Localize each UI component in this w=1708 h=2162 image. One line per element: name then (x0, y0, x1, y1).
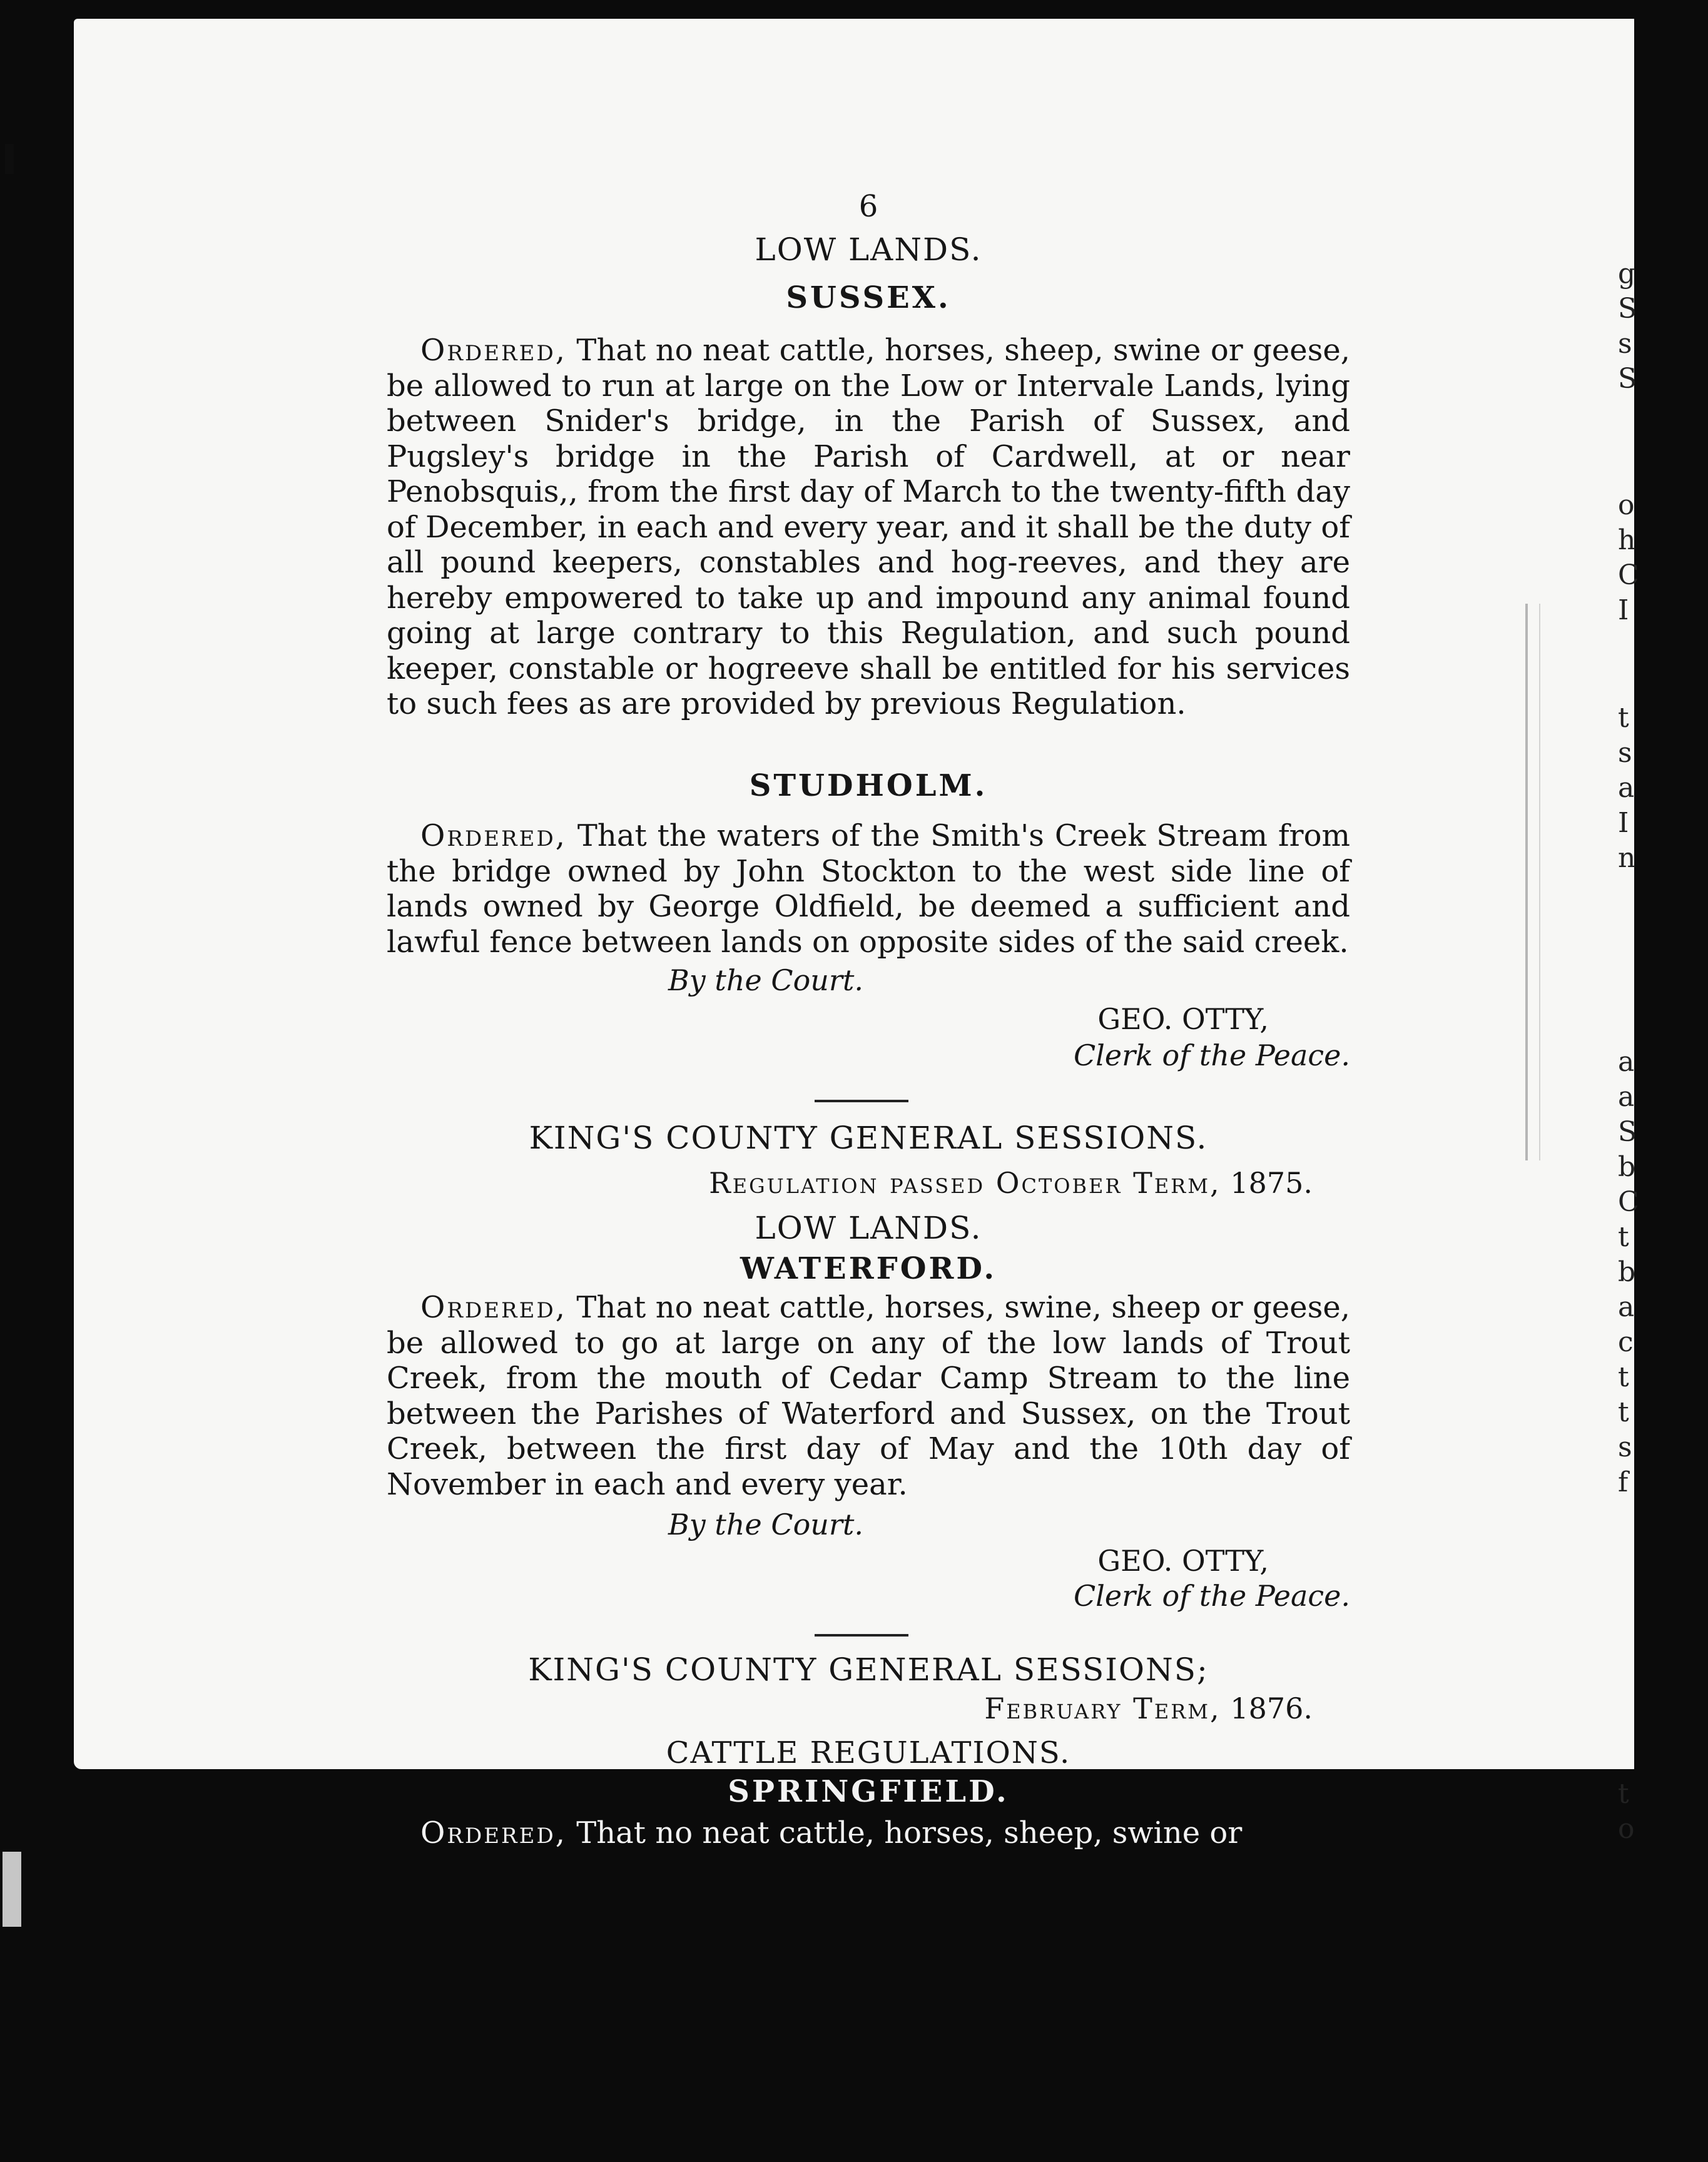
section-heading-low-lands: LOW LANDS. (755, 231, 982, 268)
paragraph-springfield (387, 1815, 1350, 1851)
by-the-court: By the Court. (668, 963, 863, 997)
subheading-springfield: SPRINGFIELD. (728, 1774, 1009, 1809)
subheading-cattle-regulations: CATTLE REGULATIONS. (666, 1735, 1071, 1770)
facing-page-edge-text: a a S b C t b a c t t s f (1618, 1046, 1639, 1498)
facing-page-edge-text: o h C I (1618, 489, 1639, 626)
paragraph-text: That no neat cattle, horses, swine, sheep or geese, be allowed to go at large on any of the low lands of Trout Creek, from the mouth of Cedar Camp Stream to the line between the Parishes of Waterford and Sussex, on the Trout Creek, between the first day of May and the 10th day of November in each and every year. (387, 1290, 1350, 1502)
ordered-label: Ordered, (420, 1815, 567, 1850)
section-heading-kings-county: KING'S COUNTY GENERAL SESSIONS; (528, 1652, 1209, 1688)
section-divider (815, 1100, 908, 1102)
section-heading-kings-county: KING'S COUNTY GENERAL SESSIONS. (529, 1120, 1208, 1156)
by-the-court: By the Court. (668, 1508, 863, 1541)
ordered-label: Ordered, (420, 1290, 567, 1325)
subheading-studholm: STUDHOLM. (749, 768, 988, 803)
subheading-sussex: SUSSEX. (786, 280, 951, 315)
scan-speck (5, 144, 14, 174)
paragraph-text: That no neat cattle, horses, sheep, swine or geese, be allowed to run at large on the Low or Intervale Lands, lying between Snider's bridge, in the Parish of Sussex, and Pugsley's bridge in the Parish of Cardwell, at or near Penobsquis,, from the first day of March to the twenty-fifth day of December, in each and every year, and it shall be the duty of all pound keepers, constables and hog-reeves, and they are hereby empowered to take up and impound any animal found going at large contrary to this Regulation, and such pound keeper, constable or hogreeve shall be entitled for his services to such fees as are provided by previous Regulation. (387, 333, 1350, 721)
signer-role: Clerk of the Peace. (1073, 1579, 1350, 1613)
regulation-term: February Term, 1876. (984, 1692, 1313, 1725)
section-divider (815, 1634, 908, 1637)
facing-page-edge-text: t s a I n (1618, 702, 1636, 874)
page-number: 6 (858, 189, 878, 224)
paragraph-text: That no neat cattle, horses, sheep, swine or (576, 1815, 1243, 1850)
scan-speck (3, 1852, 21, 1927)
facing-page-edge-text: t o (1618, 1778, 1635, 1845)
signer-name: GEO. OTTY, (1097, 1544, 1269, 1578)
paragraph-studholm (387, 818, 1350, 960)
regulation-term: Regulation passed October Term, 1875. (709, 1166, 1313, 1200)
facing-page-edge-text: g S s S (1618, 258, 1637, 395)
paragraph-sussex (387, 333, 1350, 722)
signer-role: Clerk of the Peace. (1073, 1038, 1350, 1072)
ordered-label: Ordered, (420, 818, 567, 853)
page-crease (1525, 604, 1540, 1160)
paragraph-waterford (387, 1290, 1350, 1502)
signer-name: GEO. OTTY, (1097, 1002, 1269, 1036)
subheading-waterford: WATERFORD. (740, 1251, 997, 1286)
ordered-label: Ordered, (420, 333, 567, 368)
subheading-low-lands: LOW LANDS. (755, 1210, 982, 1246)
text-column-continued (387, 1769, 1350, 1869)
paragraph-text: That the waters of the Smith's Creek Stream from the bridge owned by John Stockton to the west side line of lands owned by George Oldfield, be deemed a sufficient and lawful fence between lands on opposite sides of the said creek. (387, 818, 1351, 960)
